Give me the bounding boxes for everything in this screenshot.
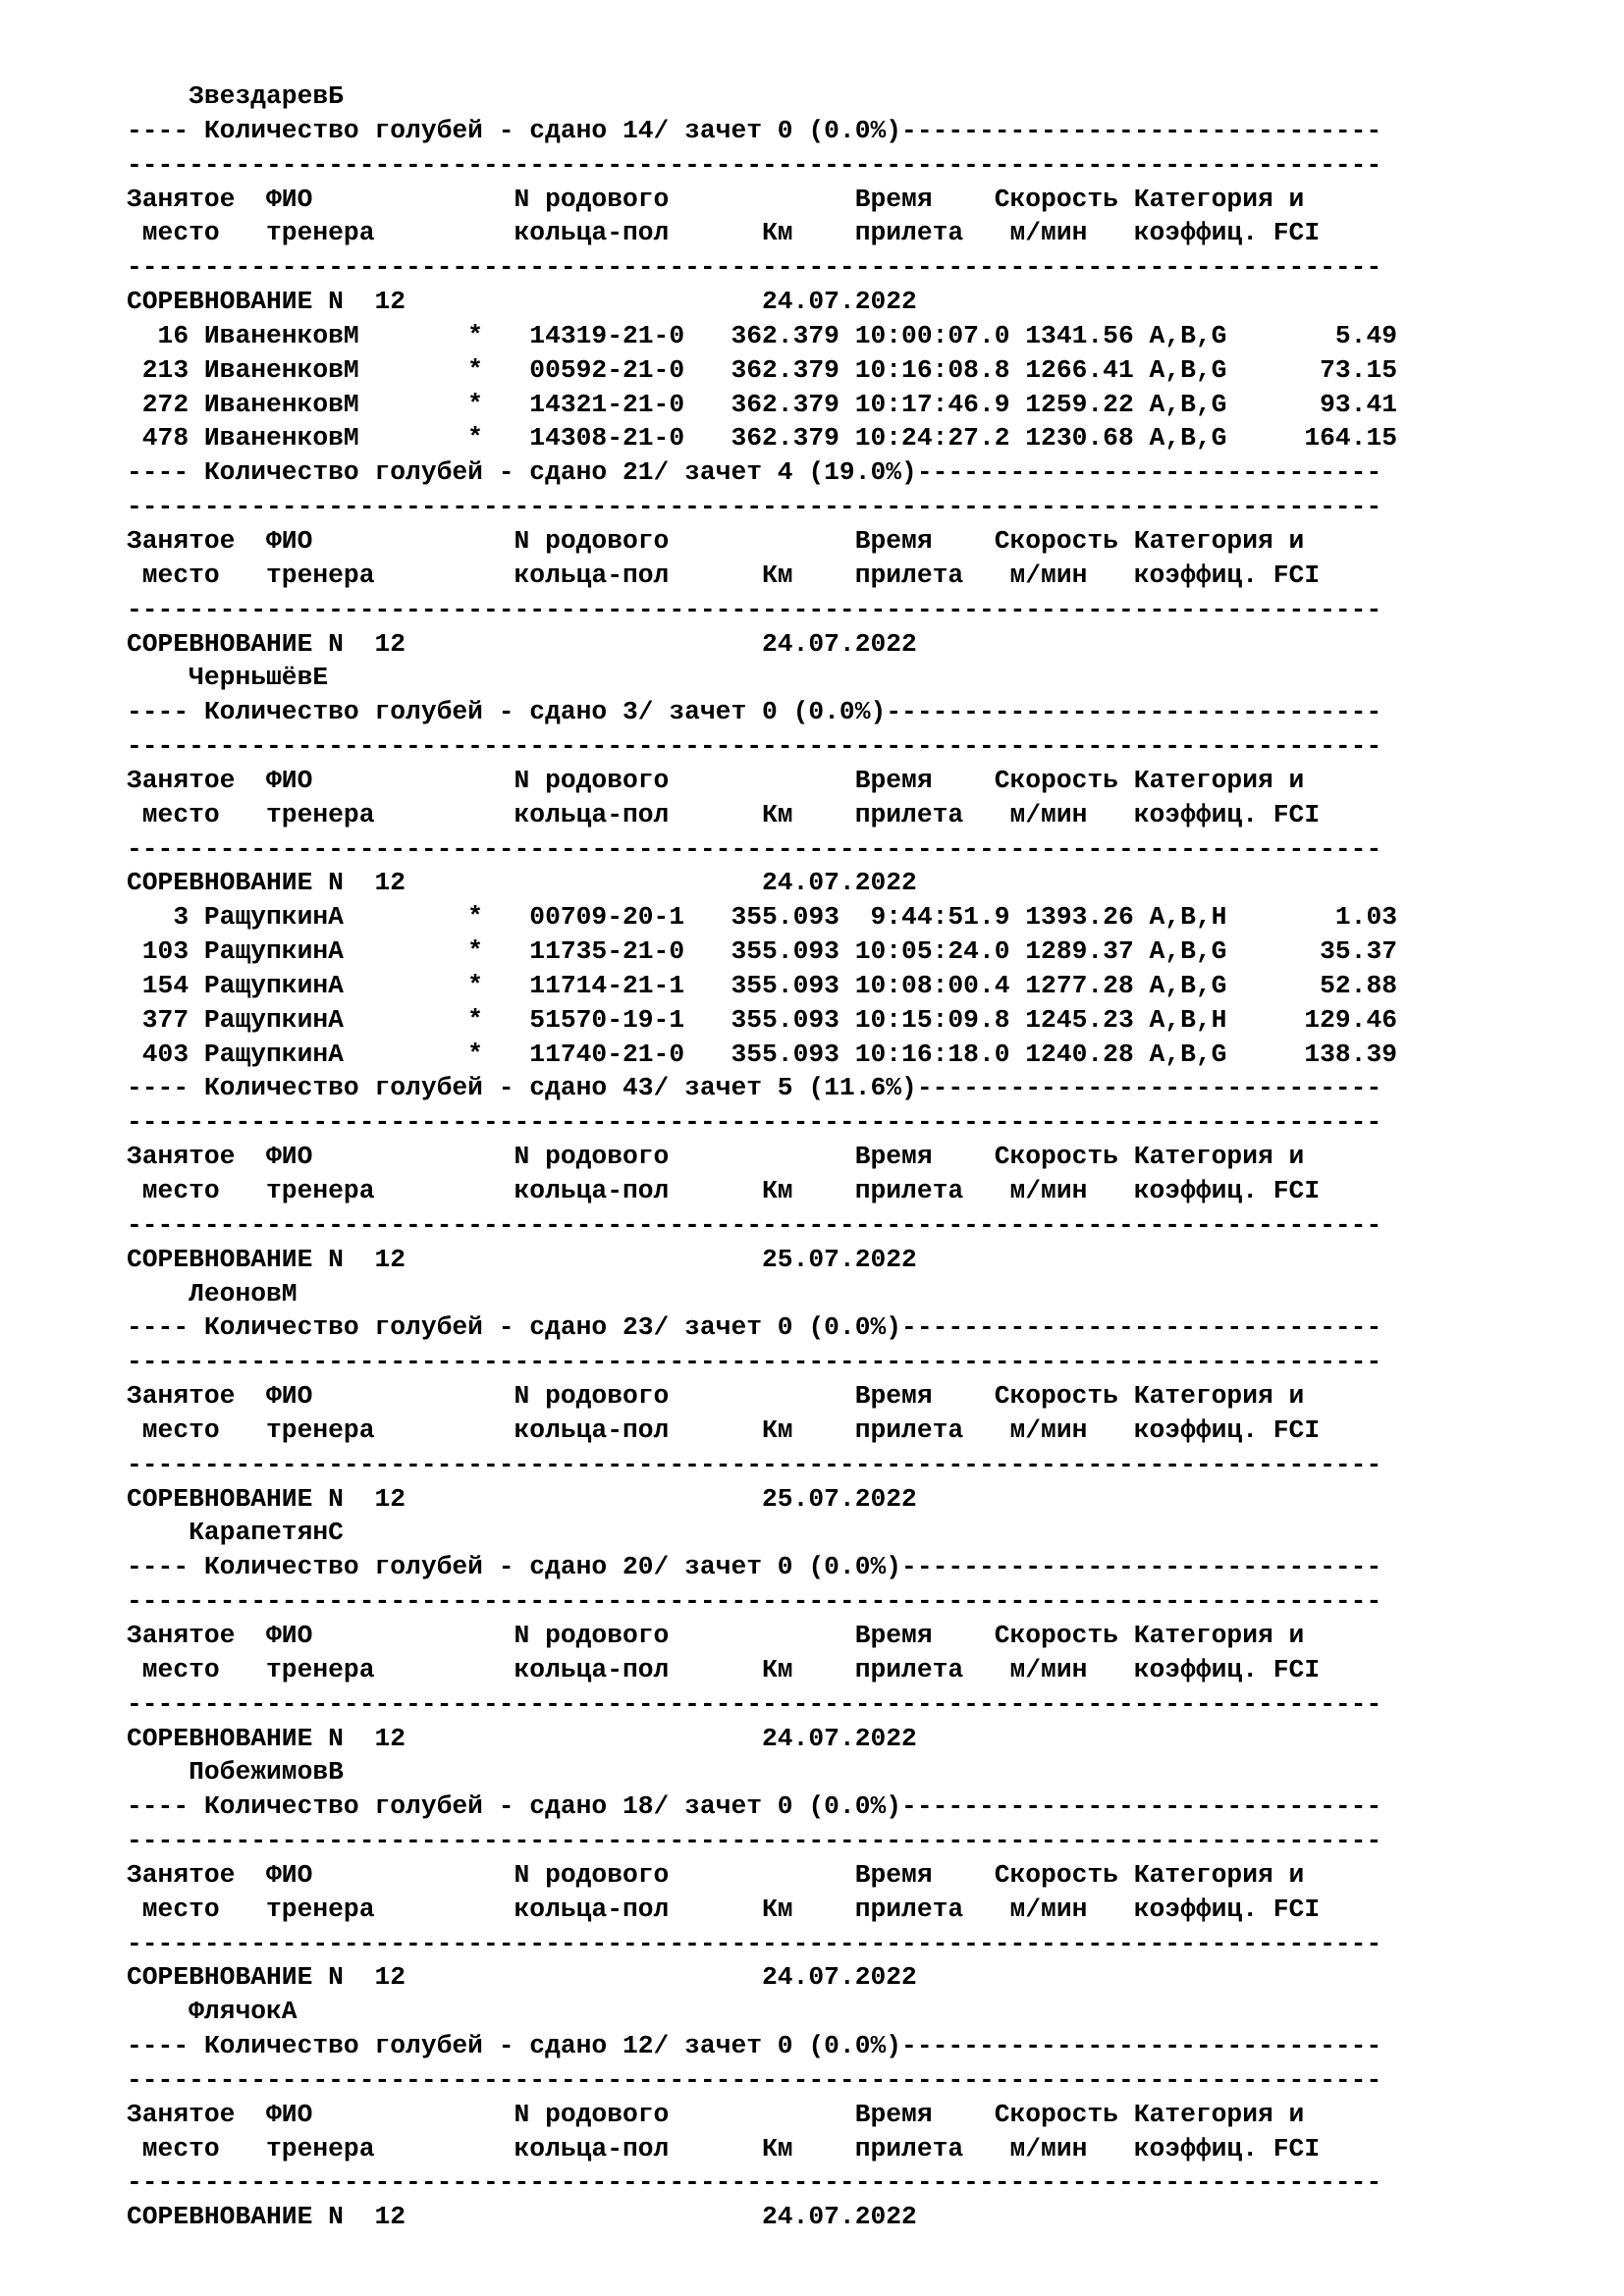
column-header-row: место тренера кольца-пол Км прилета м/мин коэффиц. FCI <box>127 1894 1321 1924</box>
fancier-name: ЛеоновМ <box>127 1278 298 1308</box>
result-row: 403 РащупкинА * 11740-21-0 355.093 10:16:18.0 1240.28 A,B,G 138.39 <box>127 1039 1398 1069</box>
column-header-row: Занятое ФИО N родового Время Скорость Категория и <box>127 1142 1305 1172</box>
column-header-row: Занятое ФИО N родового Время Скорость Категория и <box>127 525 1305 556</box>
column-header-row: Занятое ФИО N родового Время Скорость Категория и <box>127 1620 1305 1650</box>
separator-line: --------------------------------------------------------------------------------- <box>127 1107 1382 1138</box>
separator-line: --------------------------------------------------------------------------------- <box>127 1586 1382 1617</box>
pigeon-count-summary: ---- Количество голубей - сдано 14/ зачет 0 (0.0%)------------------------------- <box>127 115 1382 145</box>
competition-heading: СОРЕВНОВАНИЕ N 12 25.07.2022 <box>127 1483 917 1514</box>
pigeon-count-summary: ---- Количество голубей - сдано 20/ зачет 0 (0.0%)------------------------------- <box>127 1552 1382 1582</box>
separator-line: --------------------------------------------------------------------------------- <box>127 594 1382 624</box>
result-row: 3 РащупкинА * 00709-20-1 355.093 9:44:51.9 1393.26 A,B,H 1.03 <box>127 902 1398 933</box>
competition-heading: СОРЕВНОВАНИЕ N 12 25.07.2022 <box>127 1244 917 1274</box>
column-header-row: место тренера кольца-пол Км прилета м/мин коэффиц. FCI <box>127 1415 1321 1445</box>
result-row: 154 РащупкинА * 11714-21-1 355.093 10:08:00.4 1277.28 A,B,G 52.88 <box>127 970 1398 1000</box>
column-header-row: Занятое ФИО N родового Время Скорость Категория и <box>127 2099 1305 2129</box>
column-header-row: Занятое ФИО N родового Время Скорость Категория и <box>127 765 1305 795</box>
column-header-row: место тренера кольца-пол Км прилета м/мин коэффиц. FCI <box>127 799 1321 829</box>
column-header-row: место тренера кольца-пол Км прилета м/мин коэффиц. FCI <box>127 560 1321 590</box>
separator-line: --------------------------------------------------------------------------------- <box>127 492 1382 522</box>
competition-heading: СОРЕВНОВАНИЕ N 12 24.07.2022 <box>127 1723 917 1753</box>
column-header-row: место тренера кольца-пол Км прилета м/мин коэффиц. FCI <box>127 2133 1321 2163</box>
competition-heading: СОРЕВНОВАНИЕ N 12 24.07.2022 <box>127 628 917 659</box>
separator-line: --------------------------------------------------------------------------------- <box>127 731 1382 762</box>
column-header-row: Занятое ФИО N родового Время Скорость Категория и <box>127 1381 1305 1412</box>
competition-heading: СОРЕВНОВАНИЕ N 12 24.07.2022 <box>127 868 917 898</box>
competition-heading: СОРЕВНОВАНИЕ N 12 24.07.2022 <box>127 2202 917 2232</box>
pigeon-count-summary: ---- Количество голубей - сдано 43/ зачет 5 (11.6%)------------------------------ <box>127 1073 1382 1103</box>
separator-line: --------------------------------------------------------------------------------- <box>127 2064 1382 2095</box>
fancier-name: ФлячокА <box>127 1997 298 2027</box>
fancier-name: ЧерньшёвЕ <box>127 663 329 693</box>
pigeon-count-summary: ---- Количество голубей - сдано 23/ зачет 0 (0.0%)------------------------------- <box>127 1312 1382 1343</box>
separator-line: --------------------------------------------------------------------------------- <box>127 149 1382 180</box>
separator-line: --------------------------------------------------------------------------------- <box>127 252 1382 283</box>
result-row: 16 ИваненковМ * 14319-21-0 362.379 10:00:07.0 1341.56 A,B,G 5.49 <box>127 320 1398 350</box>
fancier-name: КарапетянС <box>127 1518 344 1548</box>
competition-heading: СОРЕВНОВАНИЕ N 12 24.07.2022 <box>127 287 917 317</box>
result-row: 478 ИваненковМ * 14308-21-0 362.379 10:24:27.2 1230.68 A,B,G 164.15 <box>127 423 1398 454</box>
competition-heading: СОРЕВНОВАНИЕ N 12 24.07.2022 <box>127 1962 917 1993</box>
result-row: 213 ИваненковМ * 00592-21-0 362.379 10:16:08.8 1266.41 A,B,G 73.15 <box>127 354 1398 385</box>
separator-line: --------------------------------------------------------------------------------- <box>127 1209 1382 1240</box>
separator-line: --------------------------------------------------------------------------------- <box>127 1688 1382 1719</box>
pigeon-count-summary: ---- Количество голубей - сдано 3/ зачет 0 (0.0%)-------------------------------- <box>127 697 1382 727</box>
separator-line: --------------------------------------------------------------------------------- <box>127 1449 1382 1479</box>
pigeon-count-summary: ---- Количество голубей - сдано 21/ зачет 4 (19.0%)------------------------------ <box>127 457 1382 488</box>
separator-line: --------------------------------------------------------------------------------- <box>127 1826 1382 1856</box>
column-header-row: место тренера кольца-пол Км прилета м/мин коэффиц. FCI <box>127 218 1321 248</box>
separator-line: --------------------------------------------------------------------------------- <box>127 1928 1382 1958</box>
column-header-row: Занятое ФИО N родового Время Скорость Категория и <box>127 184 1305 214</box>
result-row: 103 РащупкинА * 11735-21-0 355.093 10:05:24.0 1289.37 A,B,G 35.37 <box>127 936 1398 967</box>
fancier-name: ПобежимовВ <box>127 1757 344 1788</box>
result-row: 377 РащупкинА * 51570-19-1 355.093 10:15:09.8 1245.23 A,B,H 129.46 <box>127 1004 1398 1035</box>
separator-line: --------------------------------------------------------------------------------- <box>127 833 1382 864</box>
pigeon-count-summary: ---- Количество голубей - сдано 18/ зачет 0 (0.0%)------------------------------- <box>127 1791 1382 1822</box>
results-printout <box>127 80 1397 2234</box>
result-row: 272 ИваненковМ * 14321-21-0 362.379 10:17:46.9 1259.22 A,B,G 93.41 <box>127 389 1398 419</box>
fancier-name: ЗвездаревБ <box>127 81 344 111</box>
column-header-row: Занятое ФИО N родового Время Скорость Категория и <box>127 1859 1305 1890</box>
pigeon-count-summary: ---- Количество голубей - сдано 12/ зачет 0 (0.0%)------------------------------- <box>127 2031 1382 2061</box>
separator-line: --------------------------------------------------------------------------------- <box>127 2167 1382 2198</box>
column-header-row: место тренера кольца-пол Км прилета м/мин коэффиц. FCI <box>127 1176 1321 1205</box>
column-header-row: место тренера кольца-пол Км прилета м/мин коэффиц. FCI <box>127 1654 1321 1684</box>
separator-line: --------------------------------------------------------------------------------- <box>127 1347 1382 1377</box>
